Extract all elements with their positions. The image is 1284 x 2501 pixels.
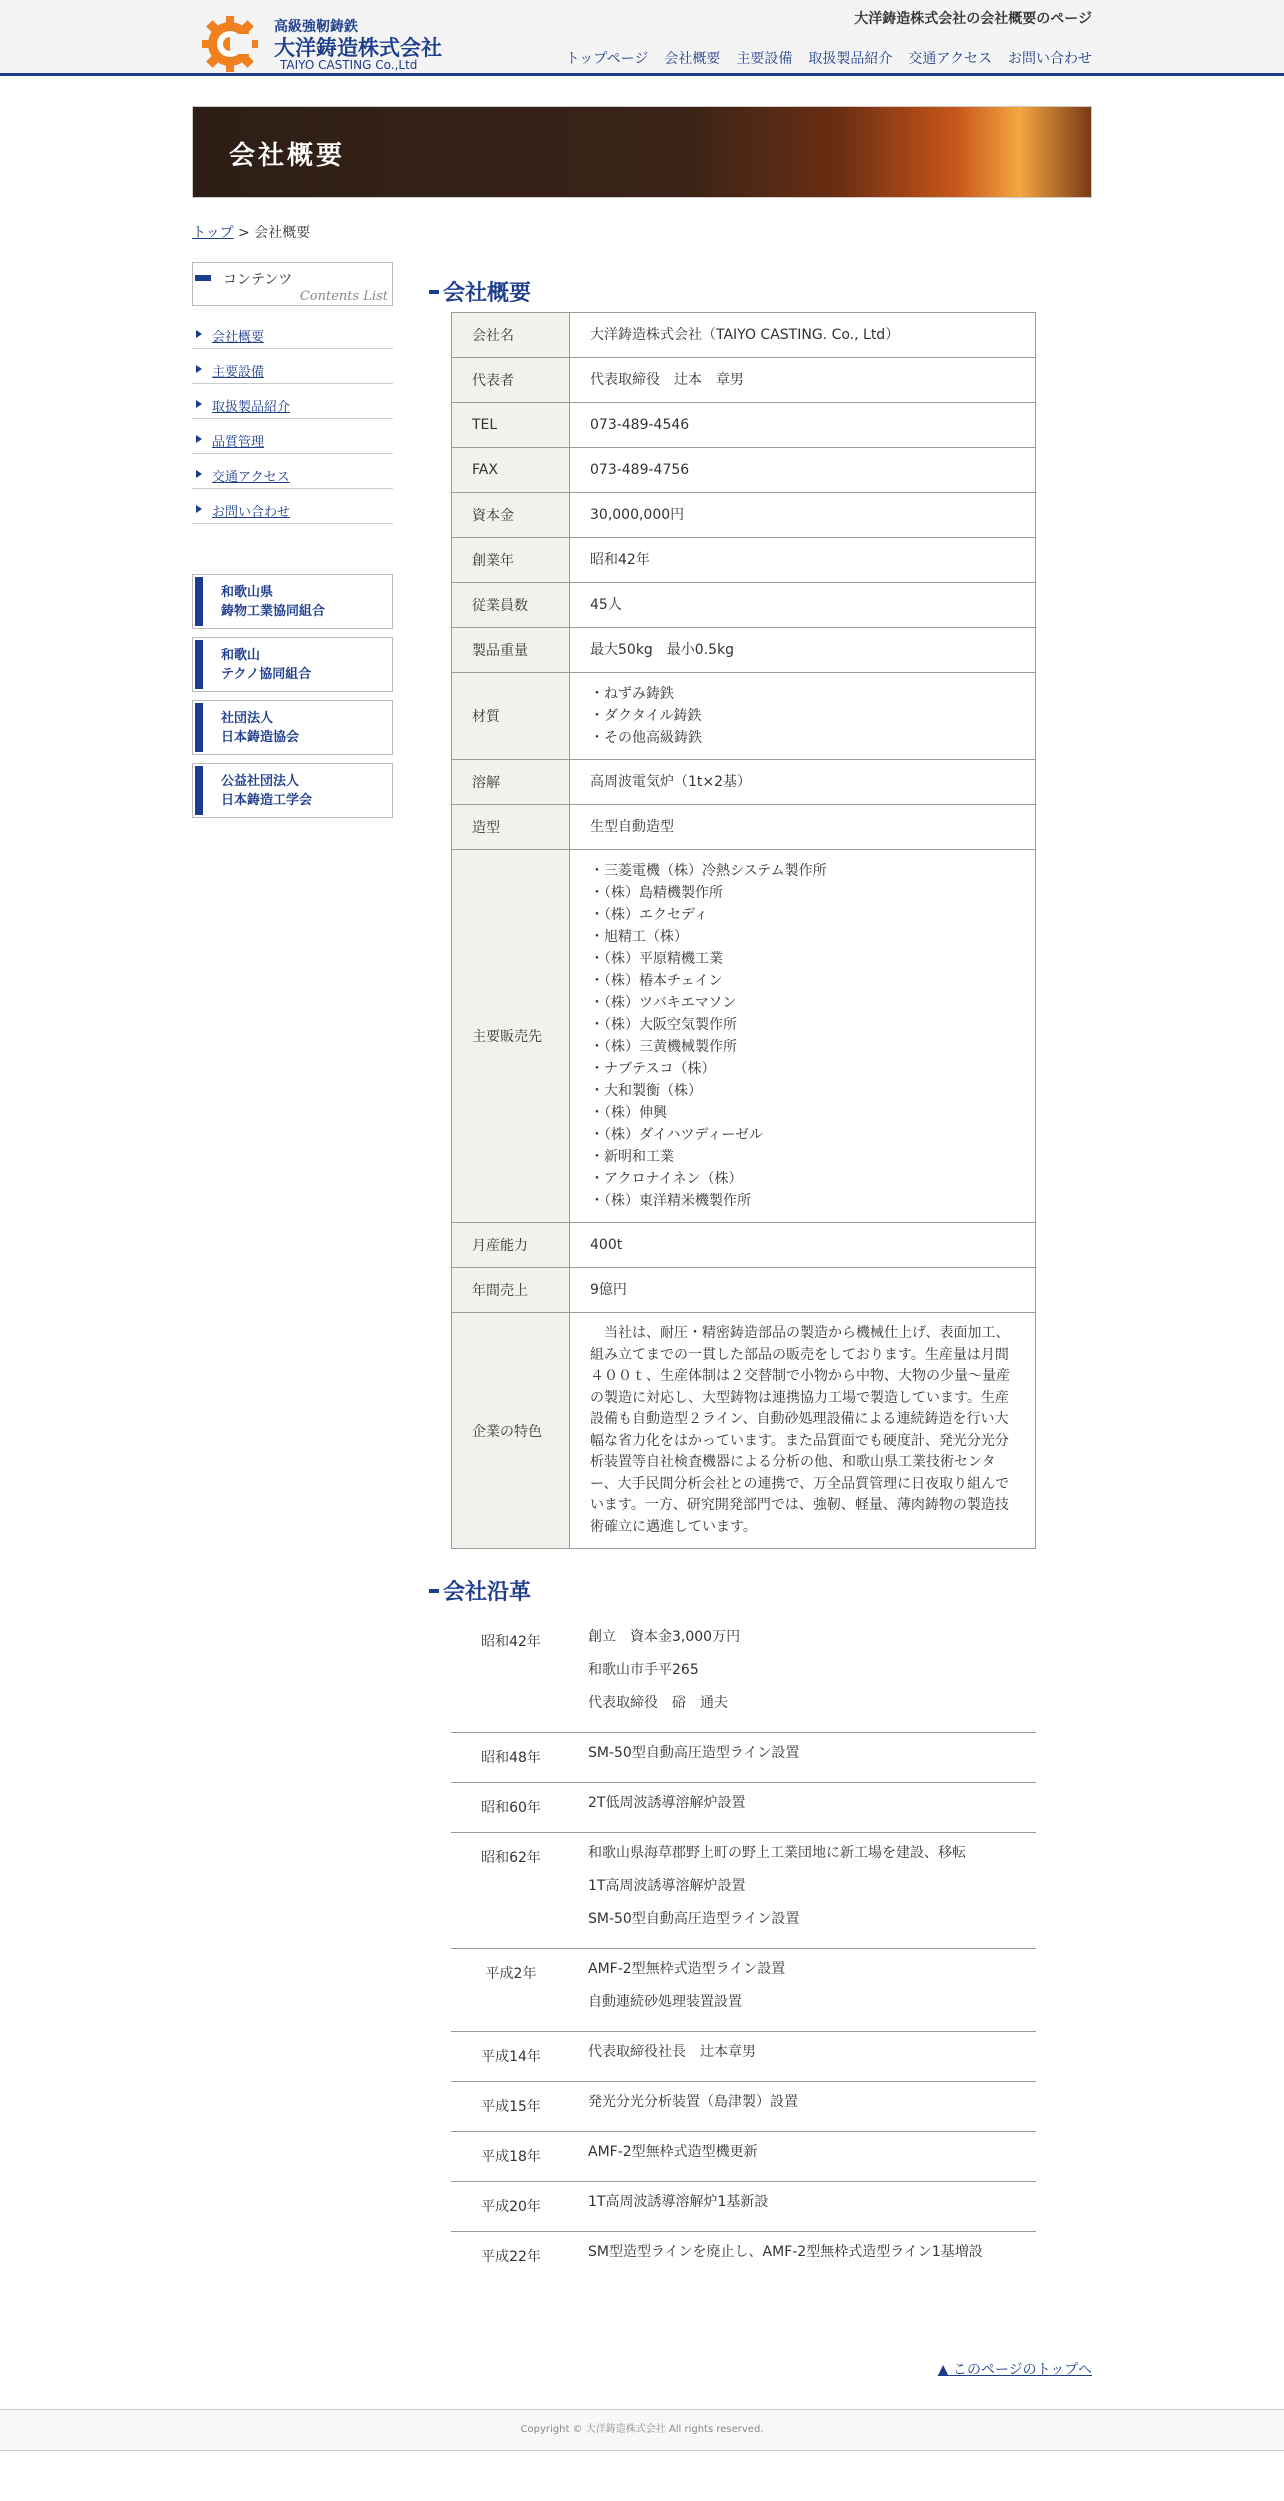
history-events [571,2092,1036,2125]
history-row [451,1617,1036,1733]
sidebar-link-quality[interactable]: 品質管理 [212,435,265,450]
profile-value-line: 30,000,000円 [590,507,685,523]
contents-bar-icon [195,275,211,281]
profile-value-line: ・旭精工（株） [590,929,688,945]
profile-row [452,1268,1036,1313]
global-nav [550,48,1092,68]
banner-accent [195,640,203,689]
profile-value-line: ・（株）大阪空気製作所 [590,1017,737,1033]
contents-subtitle: Contents List [299,289,388,304]
profile-value-line: ・（株）平原精機工業 [590,951,723,967]
breadcrumb-top-link[interactable]: トップ [192,225,234,241]
profile-value [570,358,1036,403]
history-row [451,2232,1036,2281]
profile-label: FAX [452,448,570,493]
page-banner [192,106,1092,198]
banner-line: テクノ協同組合 [221,667,312,682]
nav-top[interactable]: トップページ [565,51,649,67]
nav-contact[interactable]: お問い合わせ [1008,51,1092,67]
history-year: 平成15年 [481,2099,541,2115]
history-event: 自動連続砂処理装置設置 [588,1994,742,2010]
history-event: SM-50型自動高圧造型ライン設置 [588,1911,800,1927]
banner-line: 和歌山 [221,648,261,663]
profile-value-line: 最大50kg 最小0.5kg [590,642,735,658]
profile-value-line: ・大和製衡（株） [590,1083,702,1099]
history-events [571,2142,1036,2175]
profile-label: TEL [452,403,570,448]
sidebar-item-products [192,384,393,419]
sidebar-link-contact[interactable]: お問い合わせ [212,505,291,520]
sidebar-link-access[interactable]: 交通アクセス [212,470,290,485]
profile-value [570,1223,1036,1268]
history-year: 昭和62年 [481,1850,541,1866]
history-events [571,2042,1036,2075]
banner-line: 日本鋳造工学会 [221,793,313,808]
profile-value-line: 073-489-4756 [590,462,690,478]
banner-label [221,709,299,747]
history-year: 平成22年 [481,2249,541,2265]
footer [0,2409,1284,2451]
sidebar-item-quality [192,419,393,454]
profile-row [452,403,1036,448]
profile-value-line: 高周波電気炉（1t×2基） [590,774,752,790]
contents-list-header [192,262,393,306]
history-event: 和歌山市手平265 [588,1662,699,1678]
sidebar-item-company [192,314,393,349]
profile-value-line: ・新明和工業 [590,1149,674,1165]
history-events [571,2242,1036,2275]
profile-row [452,1313,1036,1549]
profile-value [570,1313,1036,1549]
history-row [451,2132,1036,2182]
profile-value [570,448,1036,493]
banner-accent [195,703,203,752]
sidebar-item-access [192,454,393,489]
sidebar-link-equipment[interactable]: 主要設備 [212,365,265,380]
history-row [451,2182,1036,2232]
profile-value-line: ・（株）島精機製作所 [590,885,723,901]
profile-row [452,760,1036,805]
profile-row [452,1223,1036,1268]
profile-value-line: ・ナブテスコ（株） [590,1061,716,1077]
profile-row [452,448,1036,493]
banner-line: 和歌山県 [221,585,274,600]
profile-value-line: 073-489-4546 [590,417,690,433]
banner-line: 公益社団法人 [221,774,300,789]
sidebar [192,262,393,2281]
profile-value [570,493,1036,538]
contents-title: コンテンツ [223,272,293,288]
sidebar-link-company[interactable]: 会社概要 [212,330,265,345]
profile-row [452,493,1036,538]
banner-japan-foundry-eng[interactable] [192,763,393,818]
history-event: 代表取締役社長 辻本章男 [588,2044,756,2060]
history-events [571,1627,1036,1726]
profile-heading: 会社概要 [421,276,1092,312]
profile-value [570,850,1036,1223]
profile-value-line: ・（株）椿本チェイン [590,973,723,989]
profile-value [570,313,1036,358]
profile-value-line: ・（株）東洋精米機製作所 [590,1193,751,1209]
history-event: 創立 資本金3,000万円 [588,1629,741,1645]
profile-row [452,313,1036,358]
history-event: 和歌山県海草郡野上町の野上工業団地に新工場を建設、移転 [588,1845,966,1861]
banner-line: 社団法人 [221,711,274,726]
banner-label [221,583,325,621]
breadcrumb-separator: > [233,225,255,241]
logo-company-name: 大洋鋳造株式会社 [274,36,442,60]
profile-value-line: ・アクロナイネン（株） [590,1171,743,1187]
history-event: AMF-2型無枠式造型機更新 [588,2144,758,2160]
history-events [571,2192,1036,2225]
banner-label [221,646,311,684]
breadcrumb [192,222,1092,262]
banner-line: 鋳物工業協同組合 [221,604,326,619]
history-year: 昭和42年 [481,1634,541,1650]
profile-label: 造型 [452,805,570,850]
history-event: 発光分光分析装置（島津製）設置 [588,2094,798,2110]
banner-wakayama-foundry[interactable] [192,574,393,629]
profile-value-line: 400t [590,1237,623,1253]
back-to-top-link[interactable]: ▲ このページのトップへ [937,2362,1092,2378]
profile-label: 材質 [452,673,570,760]
banner-wakayama-techno[interactable] [192,637,393,692]
history-year: 平成20年 [481,2199,541,2215]
profile-value-line: 代表取締役 辻本 章男 [590,372,744,388]
profile-label: 従業員数 [452,583,570,628]
nav-products[interactable]: 取扱製品紹介 [808,51,893,67]
profile-value [570,583,1036,628]
history-event: AMF-2型無枠式造型ライン設置 [588,1961,786,1977]
profile-value-line: 当社は、耐圧・精密鋳造部品の製造から機械仕上げ、表面加工、組み立てまでの一貫した部品の販売をしております。生産量は月間４００ｔ、生産体制は２交替制で小物から中物、大物の少量～量産の製造に対応し、大型鋳物は連携協力工場で製造しています。生産設備も自動造型２ライン、自動砂処理設備による連続鋳造を行い大幅な省力化をはかっています。また品質面でも硬度計、発光分光分析装置等自社検査機器による分析の他、和歌山県工業技術センター、大手民間分析会社との連携で、万全品質管理に日夜取り組んでいます。一方、研究開発部門では、強靭、軽量、薄肉鋳物の製造技術確立に邁進しています。 [590,1325,1010,1535]
profile-label: 代表者 [452,358,570,403]
profile-label: 創業年 [452,538,570,583]
profile-label: 資本金 [452,493,570,538]
profile-row [452,850,1036,1223]
profile-value [570,673,1036,760]
profile-value-line: 昭和42年 [590,552,650,568]
history-year: 平成14年 [481,2049,541,2065]
profile-value-line: ・（株）ダイハツディーゼル [590,1127,764,1143]
profile-value-line: 45人 [590,597,622,613]
profile-row [452,628,1036,673]
history-event: 代表取締役 硲 通夫 [588,1695,728,1711]
site-header [0,0,1284,76]
sidebar-link-products[interactable]: 取扱製品紹介 [212,400,291,415]
profile-label: 月産能力 [452,1223,570,1268]
history-event: 1T高周波誘導溶解炉設置 [588,1878,746,1894]
history-row [451,1783,1036,1833]
profile-row [452,673,1036,760]
history-events [571,1959,1036,2025]
history-event: 1T高周波誘導溶解炉1基新設 [588,2194,769,2210]
main-content [421,262,1092,2281]
history-year: 昭和48年 [481,1750,541,1766]
profile-value [570,628,1036,673]
profile-label: 溶解 [452,760,570,805]
banner-japan-foundry-assoc[interactable] [192,700,393,755]
profile-value-line: ・（株）ツバキエマソン [590,995,737,1011]
profile-value [570,403,1036,448]
sidebar-item-contact [192,489,393,524]
sidebar-nav [192,314,393,524]
history-year: 平成18年 [481,2149,541,2165]
profile-value-line: 9億円 [590,1282,627,1298]
banner-title: 会社概要 [229,141,346,171]
nav-equipment[interactable]: 主要設備 [736,51,793,67]
profile-value-line: ・ねずみ鋳鉄 [590,686,674,702]
history-events [571,1743,1036,1776]
profile-value [570,805,1036,850]
profile-row [452,538,1036,583]
profile-label: 製品重量 [452,628,570,673]
history-event: SM-50型自動高圧造型ライン設置 [588,1745,800,1761]
profile-value [570,760,1036,805]
history-list [451,1617,1036,2281]
profile-label: 年間売上 [452,1268,570,1313]
banner-line: 日本鋳造協会 [221,730,300,745]
profile-row [452,358,1036,403]
copyright: Copyright © 大洋鋳造株式会社 All rights reserved. [520,2424,764,2435]
history-row [451,1833,1036,1949]
profile-value-line: ・ダクタイル鋳鉄 [590,708,702,724]
profile-value-line: ・（株）エクセディ [590,907,708,923]
profile-label: 企業の特色 [452,1313,570,1549]
history-events [571,1843,1036,1942]
profile-value-line: 生型自動造型 [590,819,674,835]
history-row [451,1949,1036,2032]
page-tagline: 大洋鋳造株式会社の会社概要のページ [854,11,1092,27]
nav-company[interactable]: 会社概要 [664,51,721,67]
partner-banners [192,574,393,818]
company-logo[interactable] [200,12,448,70]
history-event: 2T低周波誘導溶解炉設置 [588,1795,746,1811]
breadcrumb-current: 会社概要 [254,225,311,241]
banner-accent [195,766,203,815]
banner-accent [195,577,203,626]
history-heading: 会社沿革 [421,1575,1092,1611]
profile-label: 会社名 [452,313,570,358]
profile-value-line: ・（株）伸興 [590,1105,667,1121]
logo-tagline: 高級強靭鋳鉄 [274,19,358,35]
history-row [451,2082,1036,2132]
profile-value-line: ・三菱電機（株）冷熱システム製作所 [590,863,827,879]
profile-row [452,583,1036,628]
profile-value-line: ・（株）三黄機械製作所 [590,1039,737,1055]
profile-value-line: ・その他高級鋳鉄 [590,730,702,746]
history-event: SM型造型ラインを廃止し、AMF-2型無枠式造型ライン1基増設 [588,2244,983,2260]
profile-row [452,805,1036,850]
history-year: 昭和60年 [481,1800,541,1816]
back-to-top [192,2359,1092,2379]
gear-logo-icon [200,14,260,74]
profile-table [451,312,1036,1549]
logo-english-name: TAIYO CASTING Co.,Ltd [280,58,418,72]
profile-label: 主要販売先 [452,850,570,1223]
history-events [571,1793,1036,1826]
sidebar-item-equipment [192,349,393,384]
nav-access[interactable]: 交通アクセス [908,51,992,67]
history-row [451,1733,1036,1783]
history-year: 平成2年 [485,1966,537,1982]
profile-value [570,538,1036,583]
history-row [451,2032,1036,2082]
banner-label [221,772,312,810]
profile-value-line: 大洋鋳造株式会社（TAIYO CASTING. Co., Ltd） [590,327,900,343]
profile-value [570,1268,1036,1313]
